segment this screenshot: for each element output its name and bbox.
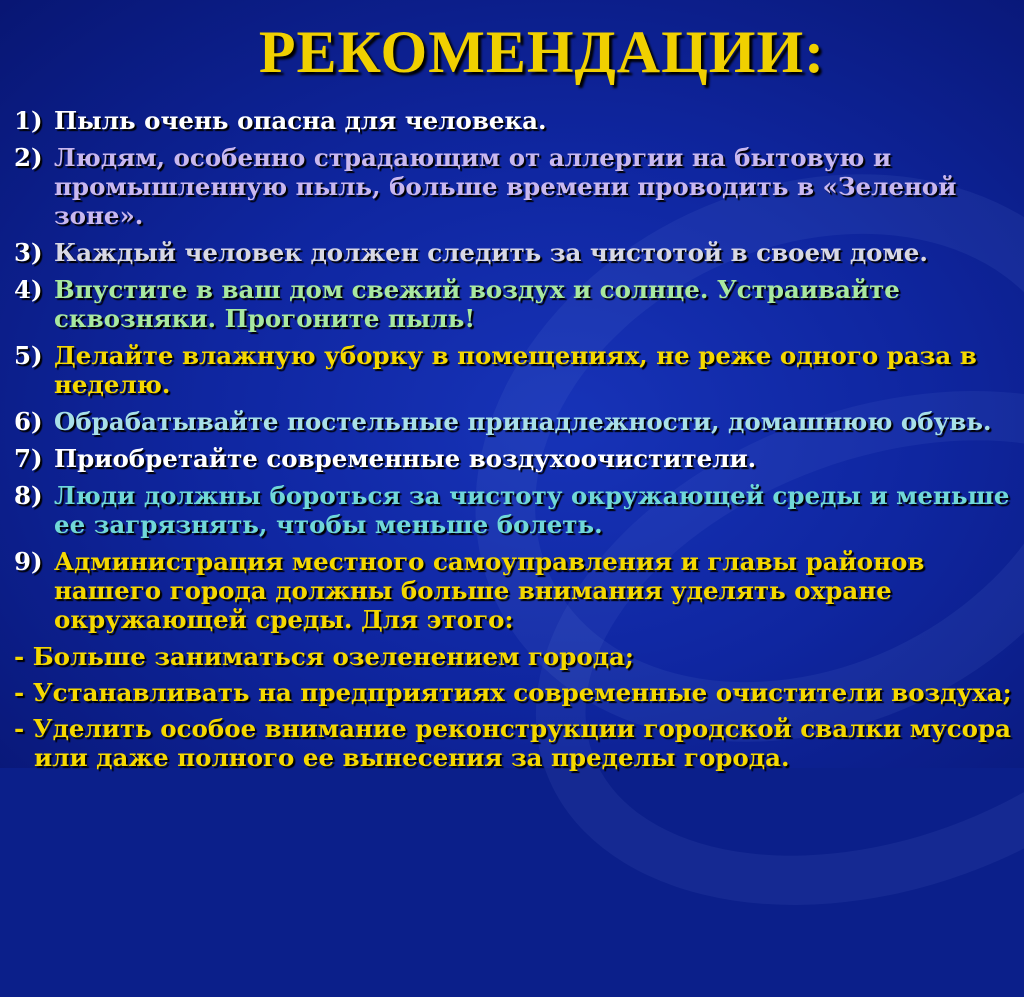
dash-item <box>14 714 1014 772</box>
list-item <box>14 547 1014 634</box>
item-text: Пыль очень опасна для человека. <box>54 106 547 135</box>
item-number: 6) <box>14 407 43 436</box>
slide-title: РЕКОМЕНДАЦИИ: <box>258 19 826 85</box>
item-number: 8) <box>14 481 43 510</box>
item-number: 3) <box>14 238 43 267</box>
item-number: 5) <box>14 341 43 370</box>
list-item <box>14 481 1014 539</box>
item-number: 1) <box>14 106 43 135</box>
list-item <box>14 341 1014 399</box>
list-item <box>14 143 1014 230</box>
item-number: 4) <box>14 275 43 304</box>
list-item <box>14 407 1014 436</box>
list-item <box>14 238 1014 267</box>
dash-item-text: - Больше заниматься озеленением города; <box>14 642 634 671</box>
item-text: Приобретайте современные воздухоочистители. <box>54 444 757 473</box>
item-text: Делайте влажную уборку в помещениях, не реже одного раза в неделю. <box>54 341 977 399</box>
dash-item <box>14 642 1014 671</box>
item-text: Люди должны бороться за чистоту окружающей среды и меньше ее загрязнять, чтобы меньше болеть. <box>54 481 1010 539</box>
item-text: Каждый человек должен следить за чистотой в своем доме. <box>54 238 928 267</box>
item-text: Администрация местного самоуправления и главы районов нашего города должны больше внимания уделять охране окружающей среды. Для этого: <box>54 547 925 634</box>
item-text: Впустите в ваш дом свежий воздух и солнце. Устраивайте сквозняки. Прогоните пыль! <box>54 275 900 333</box>
dash-item-text: - Уделить особое внимание реконструкции городской свалки мусора или даже полного ее вынесения за пределы города. <box>14 714 1011 772</box>
recommendations-list <box>14 106 1014 779</box>
item-text: Обрабатывайте постельные принадлежности, домашнюю обувь. <box>54 407 992 436</box>
list-item <box>14 444 1014 473</box>
dash-item-text: - Устанавливать на предприятиях современные очистители воздуха; <box>14 678 1012 707</box>
list-item <box>14 275 1014 333</box>
item-text: Людям, особенно страдающим от аллергии на бытовую и промышленную пыль, больше времени проводить в «Зеленой зоне». <box>54 143 957 230</box>
dash-item <box>14 678 1014 707</box>
item-number: 9) <box>14 547 43 576</box>
item-number: 7) <box>14 444 43 473</box>
list-item <box>14 106 1014 135</box>
item-number: 2) <box>14 143 43 172</box>
